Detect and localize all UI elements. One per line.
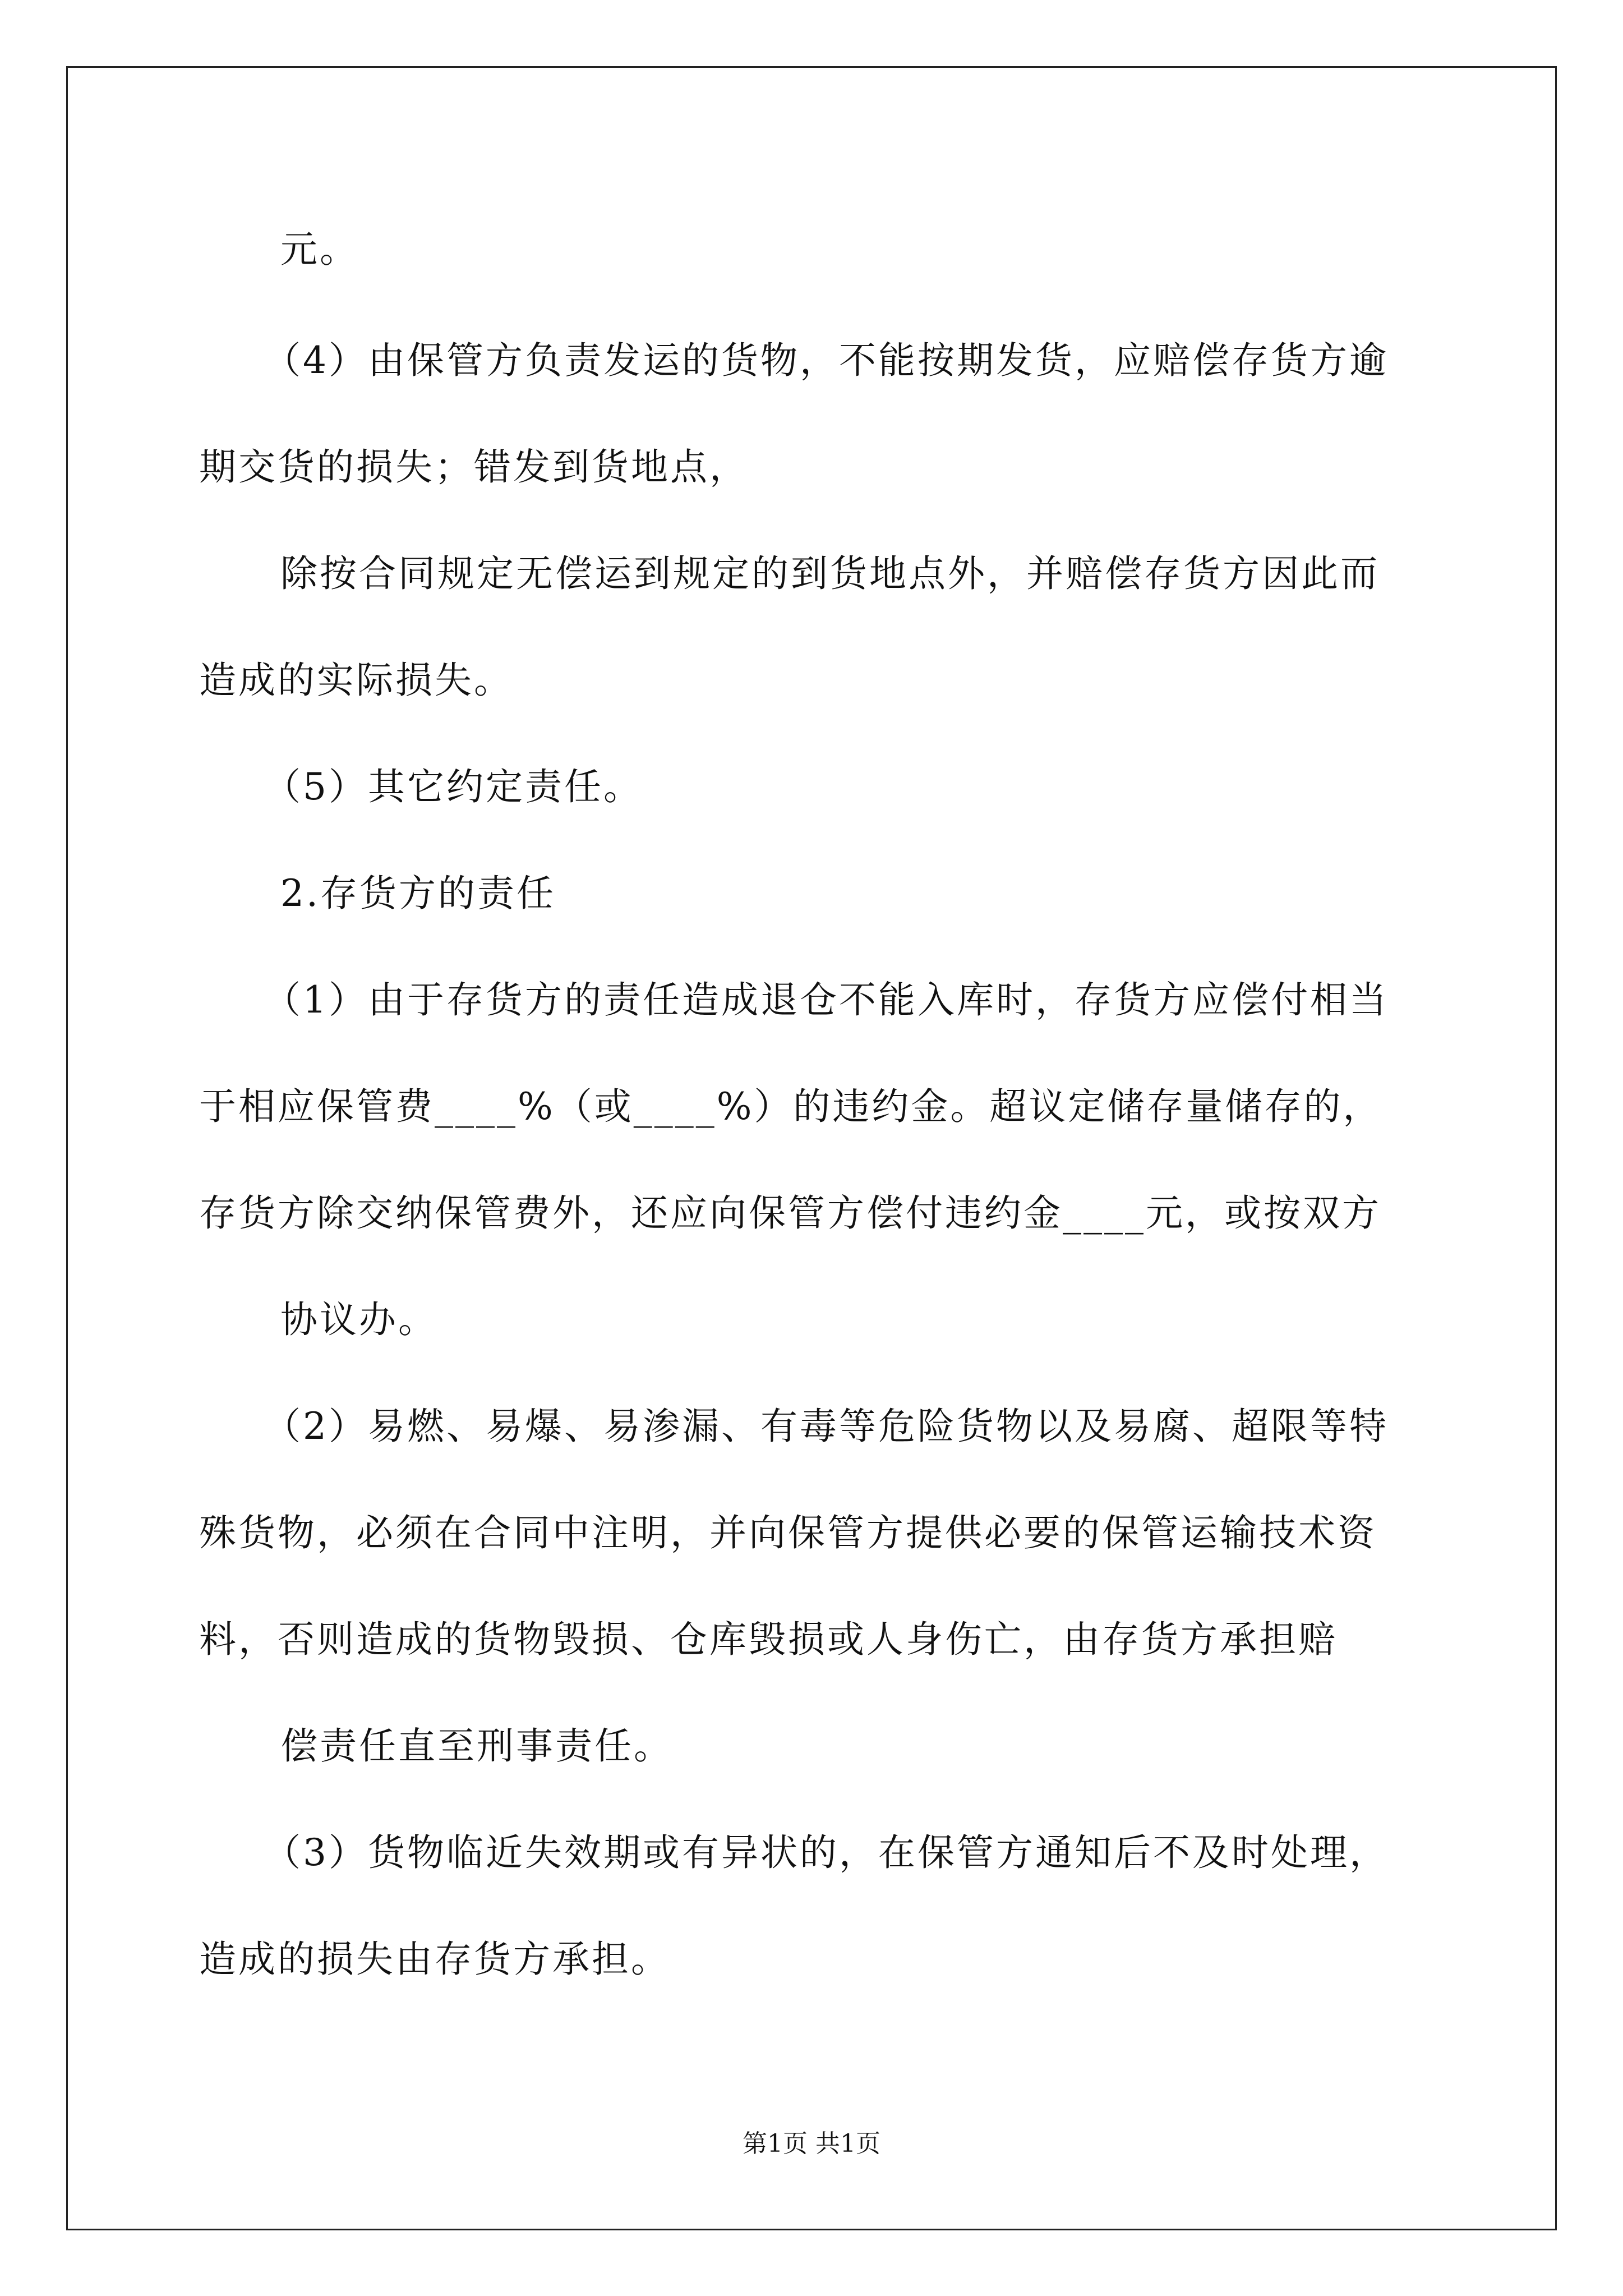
page-border (66, 66, 1557, 2230)
paragraph-line: 造成的实际损失。 (199, 659, 513, 702)
page-footer: 第1页 共1页 (743, 2129, 880, 2158)
paragraph-line: （1）由于存货方的责任造成退仓不能入库时，存货方应偿付相当 (264, 978, 1389, 1022)
paragraph-line: 期交货的损失；错发到货地点， (199, 445, 749, 489)
paragraph-line: （4）由保管方负责发运的货物，不能按期发货，应赔偿存货方逾 (264, 339, 1389, 382)
paragraph-line: 偿责任直至刑事责任。 (280, 1724, 673, 1768)
paragraph-line: （3）货物临近失效期或有异状的，在保管方通知后不及时处理， (264, 1831, 1389, 1874)
paragraph-line: 料，否则造成的货物毁损、仓库毁损或人身伤亡，由存货方承担赔 (199, 1618, 1338, 1661)
paragraph-line: 元。 (280, 228, 359, 271)
paragraph-line: （5）其它约定责任。 (264, 765, 643, 808)
paragraph-line: 除按合同规定无偿运到规定的到货地点外，并赔偿存货方因此而 (280, 552, 1380, 595)
paragraph-line: 造成的损失由存货方承担。 (199, 1938, 670, 1981)
paragraph-line: 存货方除交纳保管费外，还应向保管方偿付违约金____元，或按双方 (199, 1191, 1381, 1235)
paragraph-line: 殊货物，必须在合同中注明，并向保管方提供必要的保管运输技术资 (199, 1511, 1377, 1554)
paragraph-line: （2）易燃、易爆、易渗漏、有毒等危险货物以及易腐、超限等特 (264, 1405, 1389, 1448)
section-heading: 2.存货方的责任 (280, 872, 556, 915)
paragraph-line: 于相应保管费____%（或____%）的违约金。超议定储存量储存的， (199, 1085, 1382, 1128)
paragraph-line: 协议办。 (280, 1298, 437, 1341)
